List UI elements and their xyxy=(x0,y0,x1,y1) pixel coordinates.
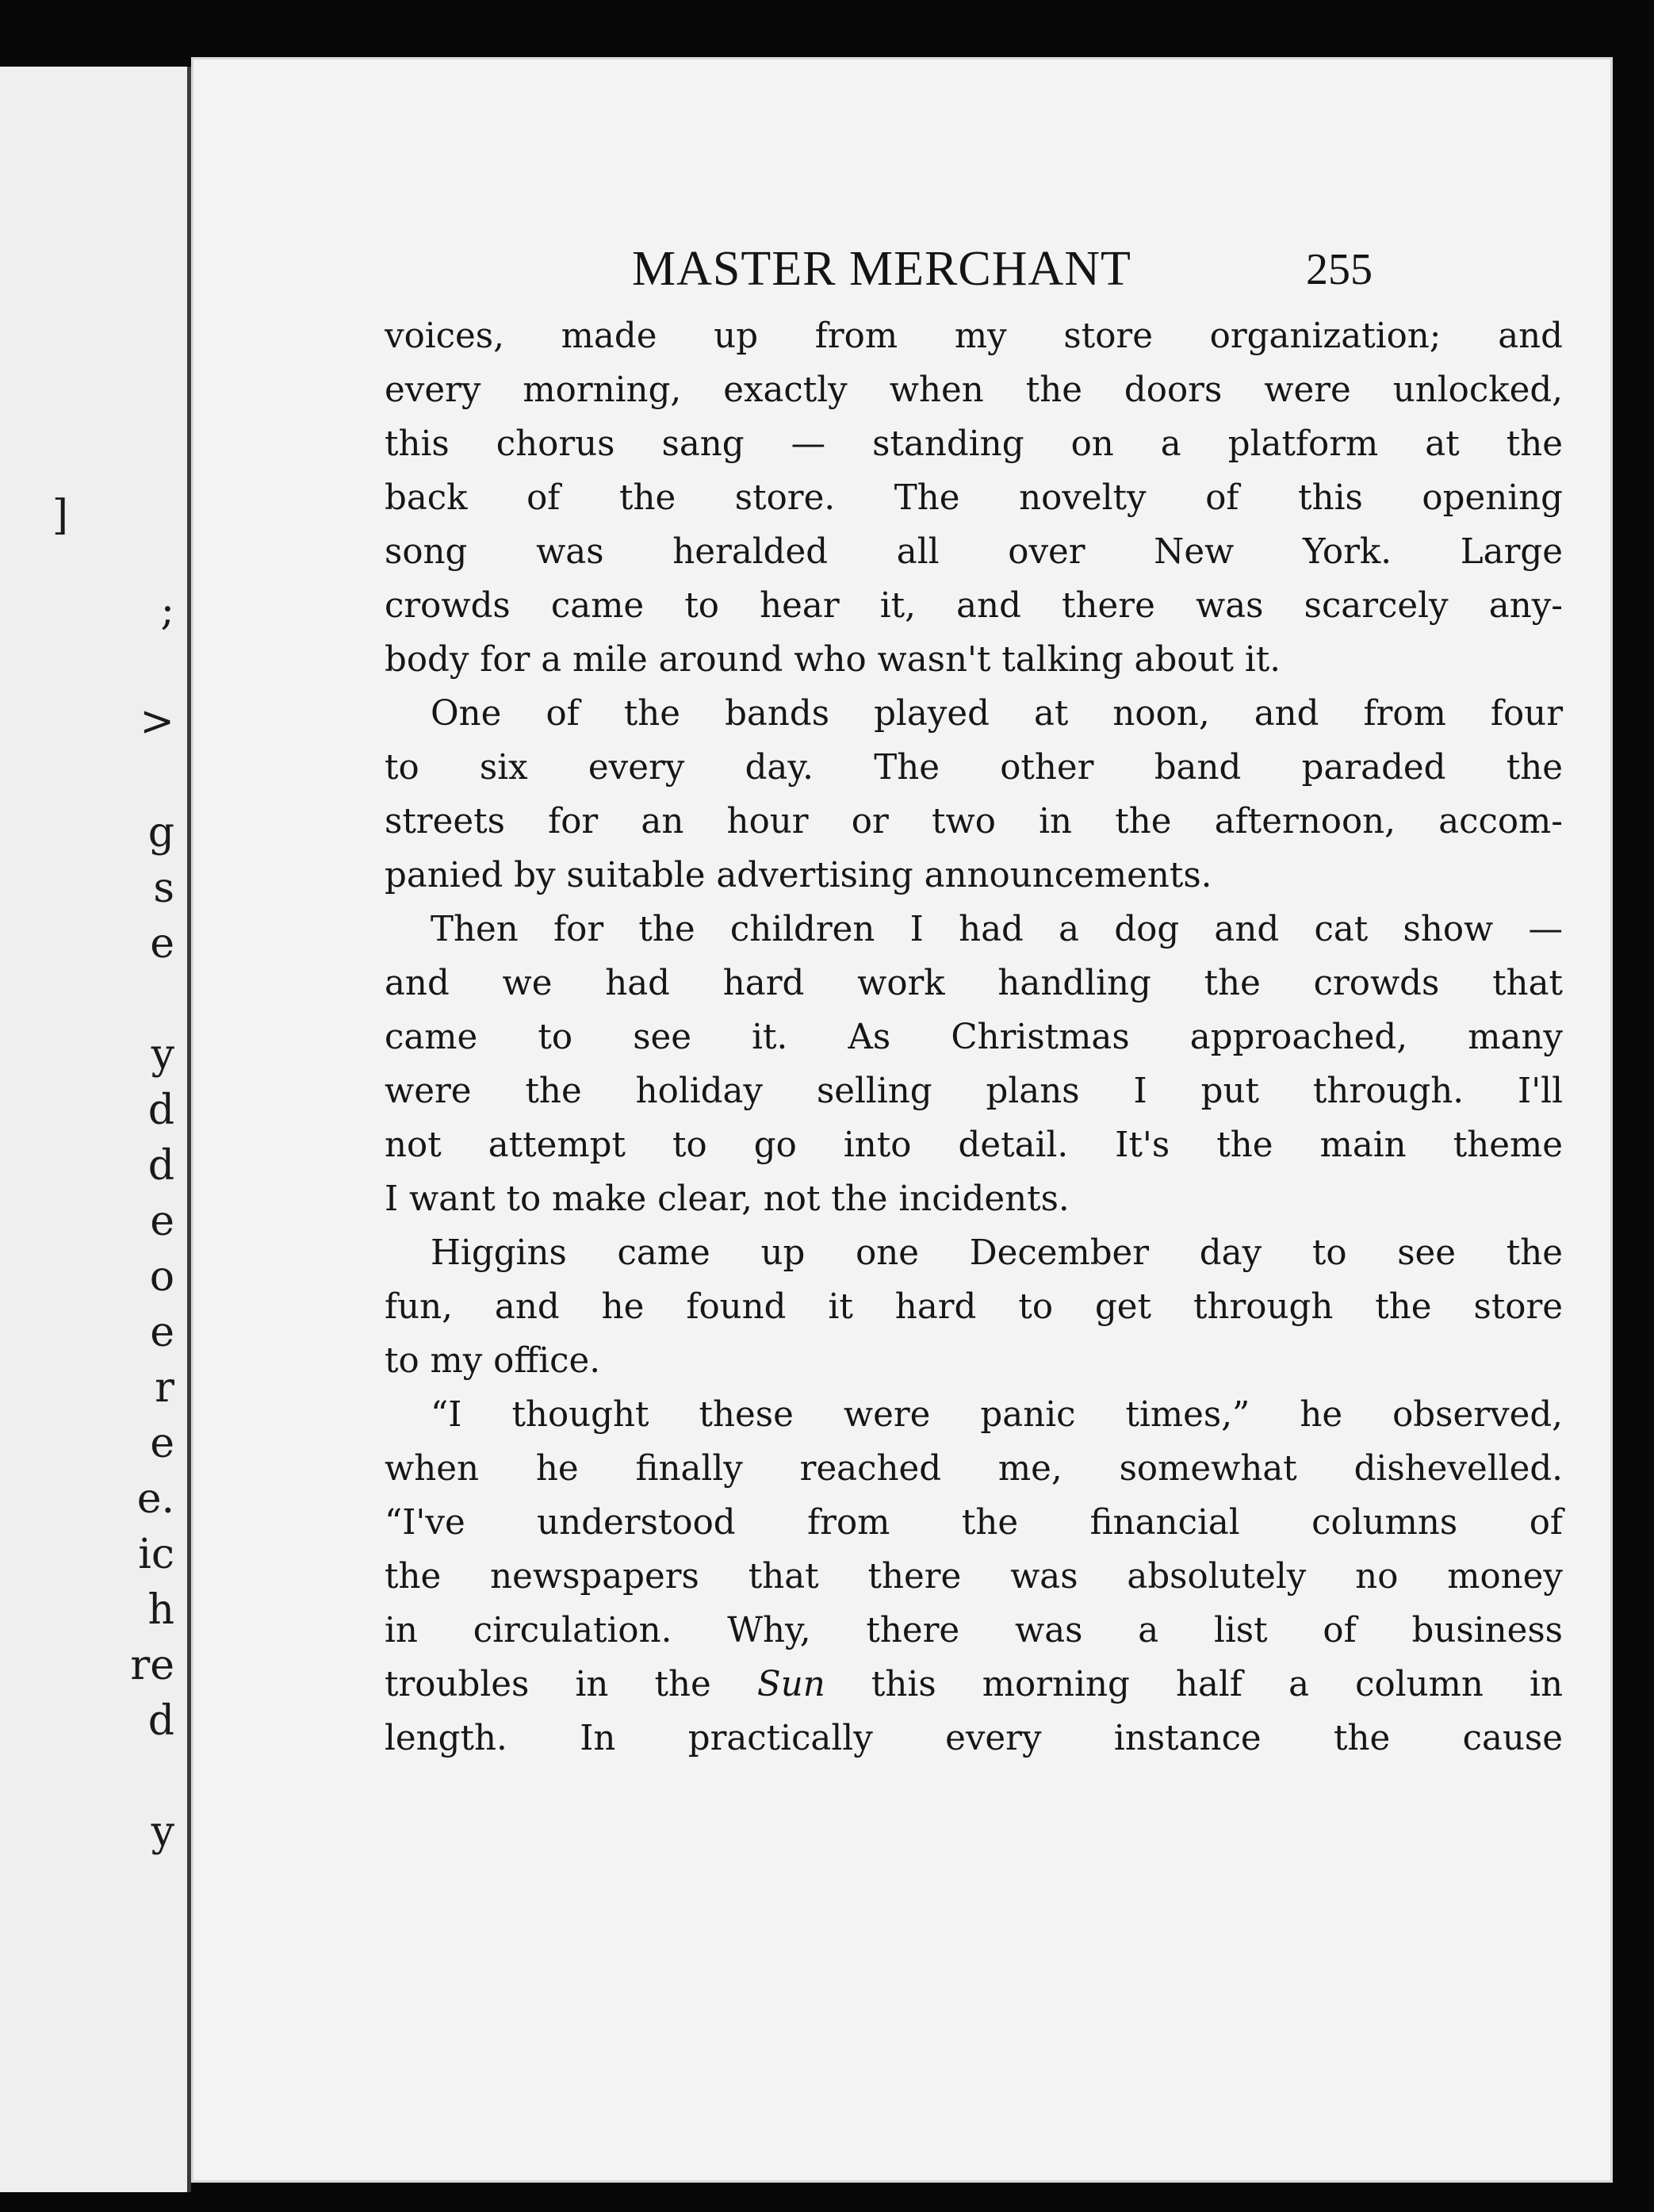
text-line: came to see it. As Christmas approached, many xyxy=(385,1018,1563,1057)
left-fragment: re xyxy=(130,1642,174,1689)
left-fragment: e xyxy=(150,1198,174,1245)
text-line: not attempt to go into detail. It's the main theme xyxy=(385,1125,1563,1165)
left-fragment: r xyxy=(155,1364,174,1412)
text-line: song was heralded all over New York. Large xyxy=(385,532,1563,572)
text-line-with-italic xyxy=(385,1658,1563,1712)
paragraph xyxy=(385,309,1563,687)
left-fragment: y xyxy=(151,1808,174,1856)
text-line: back of the store. The novelty of this opening xyxy=(385,478,1563,518)
paragraph xyxy=(385,1388,1563,1765)
text-line: every morning, exactly when the doors were unlocked, xyxy=(385,370,1563,410)
text-line: “I thought these were panic times,” he observed, xyxy=(431,1395,1563,1435)
text-line: and we had hard work handling the crowds that xyxy=(385,964,1563,1003)
text-line: the newspapers that there was absolutely no money xyxy=(385,1557,1563,1597)
text-line: Higgins came up one December day to see the xyxy=(431,1233,1563,1273)
left-fragment: o xyxy=(149,1253,174,1301)
text-line: this chorus sang — standing on a platform at the xyxy=(385,424,1563,464)
text-line: to my office. xyxy=(385,1341,601,1381)
newspaper-title-italic: Sun xyxy=(756,1665,825,1704)
running-head-title: MASTER MERCHANT xyxy=(632,242,1131,296)
left-fragment: h xyxy=(147,1586,174,1634)
left-fragment: g xyxy=(147,809,174,857)
left-fragment: e xyxy=(150,1420,174,1467)
paragraph xyxy=(385,687,1563,903)
left-fragment: ic xyxy=(138,1531,174,1578)
page-number: 255 xyxy=(1306,245,1373,294)
text-line: in circulation. Why, there was a list of business xyxy=(385,1611,1563,1650)
body-text xyxy=(385,309,1563,1765)
text-segment: troubles in the xyxy=(385,1665,757,1704)
left-page-text-fragments xyxy=(0,67,187,2192)
text-line: Then for the children I had a dog and cat show — xyxy=(431,910,1563,949)
left-fragment: d xyxy=(147,1142,174,1190)
text-line: fun, and he found it hard to get through the store xyxy=(385,1287,1563,1327)
text-line: body for a mile around who wasn't talking about it. xyxy=(385,640,1281,680)
left-fragment: e. xyxy=(136,1475,174,1523)
text-line: crowds came to hear it, and there was scarcely any- xyxy=(385,586,1563,626)
text-line: to six every day. The other band paraded the xyxy=(385,748,1563,788)
left-fragment: y xyxy=(151,1031,174,1079)
left-fragment: ] xyxy=(52,492,68,539)
text-line: length. In practically every instance the cause xyxy=(385,1719,1563,1758)
left-fragment: d xyxy=(147,1697,174,1745)
text-line: I want to make clear, not the incidents. xyxy=(385,1179,1070,1219)
left-fragment: e xyxy=(150,920,174,968)
text-line: when he finally reached me, somewhat dishevelled. xyxy=(385,1449,1563,1489)
left-fragment: > xyxy=(140,698,174,746)
left-facing-page xyxy=(0,67,191,2192)
paragraph xyxy=(385,903,1563,1226)
text-line: panied by suitable advertising announcements. xyxy=(385,856,1212,895)
running-head xyxy=(191,241,1613,305)
text-line: were the holiday selling plans I put through. I'll xyxy=(385,1071,1563,1111)
left-fragment: s xyxy=(153,864,174,912)
text-line: streets for an hour or two in the afternoon, accom- xyxy=(385,802,1563,841)
left-fragment: d xyxy=(147,1087,174,1134)
text-line: voices, made up from my store organization; and xyxy=(385,316,1563,356)
left-fragment: ; xyxy=(160,587,174,634)
left-fragment: e xyxy=(150,1309,174,1356)
main-book-page xyxy=(191,57,1613,2183)
text-line: “I've understood from the financial columns of xyxy=(385,1503,1563,1543)
paragraph xyxy=(385,1226,1563,1388)
text-segment: this morning half a column in xyxy=(825,1665,1563,1704)
text-line: One of the bands played at noon, and from four xyxy=(431,694,1563,734)
